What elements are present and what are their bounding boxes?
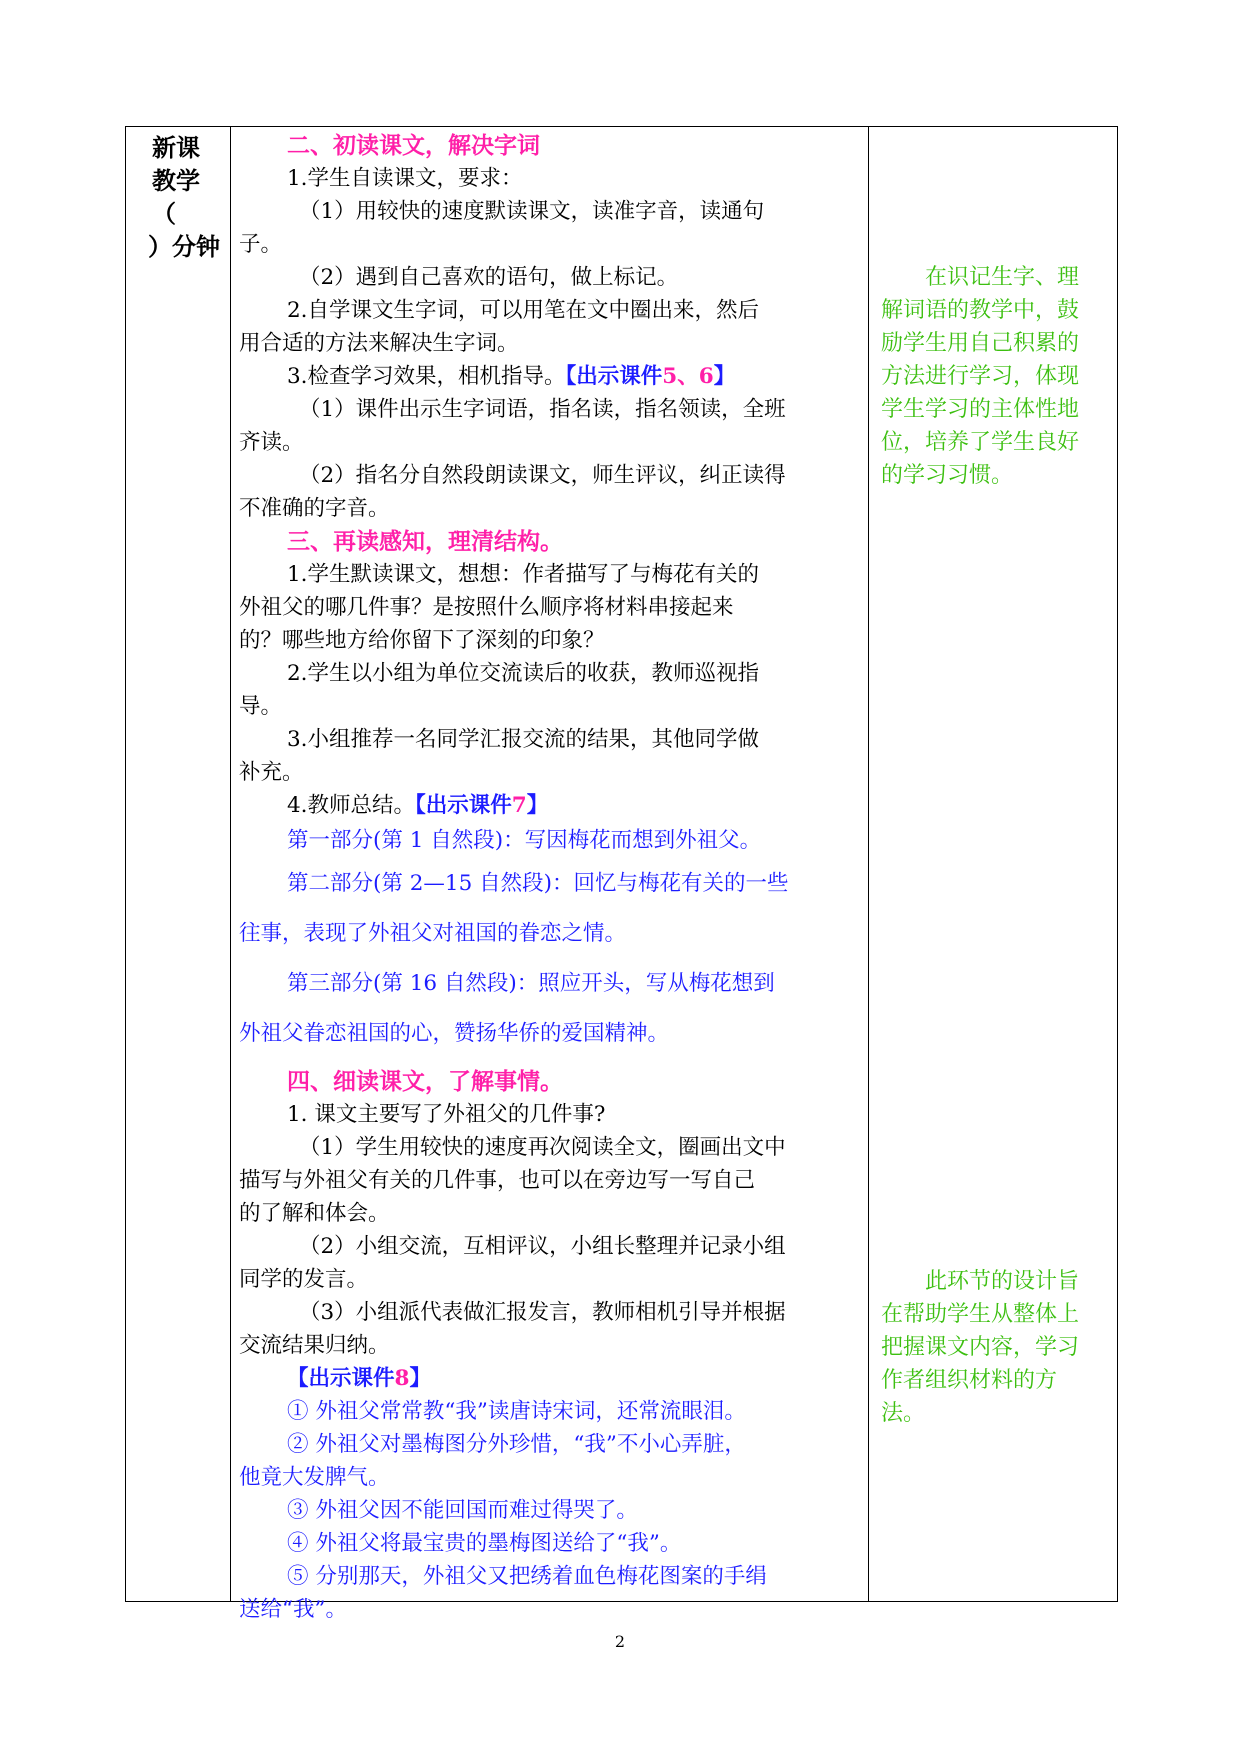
content-line: （1）课件出示生字词语，指名读，指名领读，全班: [299, 397, 786, 422]
content-line: （2）遇到自己喜欢的语句，做上标记。: [299, 265, 679, 290]
courseware-tag: 【出示课件: [565, 364, 663, 389]
section-label-line: 新课: [152, 133, 200, 162]
content-text: 4.教师总结。: [287, 793, 416, 818]
section-label-line: ）分钟: [148, 232, 220, 261]
teaching-content: [239, 129, 861, 1626]
courseware-tag-close: 】: [409, 1366, 431, 1391]
content-line: 同学的发言。: [239, 1267, 369, 1292]
lesson-table: [125, 126, 1118, 1622]
structure-line: 外祖父眷恋祖国的心，赞扬华侨的爱国精神。: [239, 1021, 670, 1046]
structure-line: 往事，表现了外祖父对祖国的眷恋之情。: [239, 921, 627, 946]
page-number: 2: [614, 1632, 626, 1651]
courseware-tag: 【出示课件: [415, 793, 512, 818]
event-item: ③ 外祖父因不能回国而难过得哭了。: [287, 1498, 638, 1523]
content-line: （2）指名分自然段朗读课文，师生评议，纠正读得: [299, 463, 786, 488]
content-line: 2.学生以小组为单位交流读后的收获，教师巡视指: [287, 661, 760, 686]
courseware-tag: 【出示课件: [287, 1366, 395, 1391]
content-line: 1.学生自读课文，要求：: [287, 166, 523, 191]
note-line: 在帮助学生从整体上: [881, 1302, 1080, 1327]
content-line: 齐读。: [239, 430, 304, 455]
content-line: （1）用较快的速度默读课文，读准字音，读通句: [299, 199, 765, 224]
event-item: 他竟大发脾气。: [239, 1465, 390, 1490]
structure-line: 第二部分(第 2—15 自然段)：回忆与梅花有关的一些: [287, 871, 789, 896]
section-label-cell: [126, 127, 231, 1601]
event-item: ⑤ 分别那天，外祖父又把绣着血色梅花图案的手绢: [287, 1564, 767, 1589]
note-line: 方法进行学习，体现: [881, 364, 1080, 389]
note-line: 作者组织材料的方: [881, 1368, 1058, 1393]
content-line: 的？哪些地方给你留下了深刻的印象？: [239, 628, 605, 653]
note-line: 此环节的设计旨: [925, 1269, 1080, 1294]
content-line: 描写与外祖父有关的几件事，也可以在旁边写一写自己: [239, 1168, 756, 1193]
note-line: 法。: [881, 1401, 926, 1426]
section-label-line: （: [152, 199, 176, 228]
event-item: ② 外祖父对墨梅图分外珍惜，“我”不小心弄脏，: [287, 1432, 746, 1457]
courseware-tag-close: 】: [713, 364, 736, 389]
section-label: [148, 131, 220, 263]
section-heading: 二、初读课文，解决字词: [287, 132, 540, 159]
section-label-line: 教学: [152, 166, 200, 195]
content-line: 外祖父的哪几件事？是按照什么顺序将材料串接起来: [239, 595, 734, 620]
courseware-number: 5、6: [662, 364, 714, 389]
content-line: [239, 360, 861, 393]
content-line: 1. 课文主要写了外祖父的几件事?: [287, 1102, 606, 1127]
courseware-tag-close: 】: [526, 793, 549, 818]
content-line: [239, 1362, 861, 1395]
content-line: 3.小组推荐一名同学汇报交流的结果，其他同学做: [287, 727, 760, 752]
event-item: ④ 外祖父将最宝贵的墨梅图送给了“我”。: [287, 1531, 682, 1556]
content-line: 2.自学课文生字词，可以用笔在文中圈出来，然后: [287, 298, 760, 323]
content-line: 的了解和体会。: [239, 1201, 390, 1226]
note-line: 在识记生字、理: [925, 265, 1080, 290]
content-line: 不准确的字音。: [239, 496, 390, 521]
event-item: ① 外祖父常常教“我”读唐诗宋词，还常流眼泪。: [287, 1399, 746, 1424]
content-line: [239, 789, 861, 822]
design-note: [881, 1265, 1109, 1430]
design-note: [881, 261, 1109, 492]
note-line: 励学生用自己积累的: [881, 331, 1080, 356]
content-line: 用合适的方法来解决生字词。: [239, 331, 519, 356]
courseware-number: 8: [394, 1366, 410, 1391]
content-line: 补充。: [239, 760, 304, 785]
teaching-content-cell: [231, 127, 869, 1622]
content-text: 3.检查学习效果，相机指导。: [287, 364, 566, 389]
content-line: （3）小组派代表做汇报发言，教师相机引导并根据: [299, 1300, 786, 1325]
content-line: 子。: [239, 232, 283, 257]
section-heading: 四、细读课文，了解事情。: [287, 1068, 563, 1095]
structure-line: 第一部分(第 1 自然段)：写因梅花而想到外祖父。: [287, 828, 762, 853]
note-line: 位，培养了学生良好: [881, 430, 1080, 455]
event-item: 送给“我”。: [239, 1597, 347, 1622]
note-line: 学生学习的主体性地: [881, 397, 1080, 422]
content-line: 导。: [239, 694, 283, 719]
note-line: 的学习习惯。: [881, 463, 1014, 488]
courseware-number: 7: [511, 793, 527, 818]
note-line: 把握课文内容，学习: [881, 1335, 1080, 1360]
structure-line: 第三部分(第 16 自然段)：照应开头，写从梅花想到: [287, 971, 775, 996]
section-heading: 三、再读感知，理清结构。: [287, 528, 563, 555]
content-line: 交流结果归纳。: [239, 1333, 390, 1358]
content-line: （2）小组交流，互相评议，小组长整理并记录小组: [299, 1234, 786, 1259]
note-line: 解词语的教学中，鼓: [881, 298, 1080, 323]
content-line: 1.学生默读课文，想想：作者描写了与梅花有关的: [287, 562, 760, 587]
content-line: （1）学生用较快的速度再次阅读全文，圈画出文中: [299, 1135, 786, 1160]
design-notes-cell: [869, 127, 1117, 1601]
